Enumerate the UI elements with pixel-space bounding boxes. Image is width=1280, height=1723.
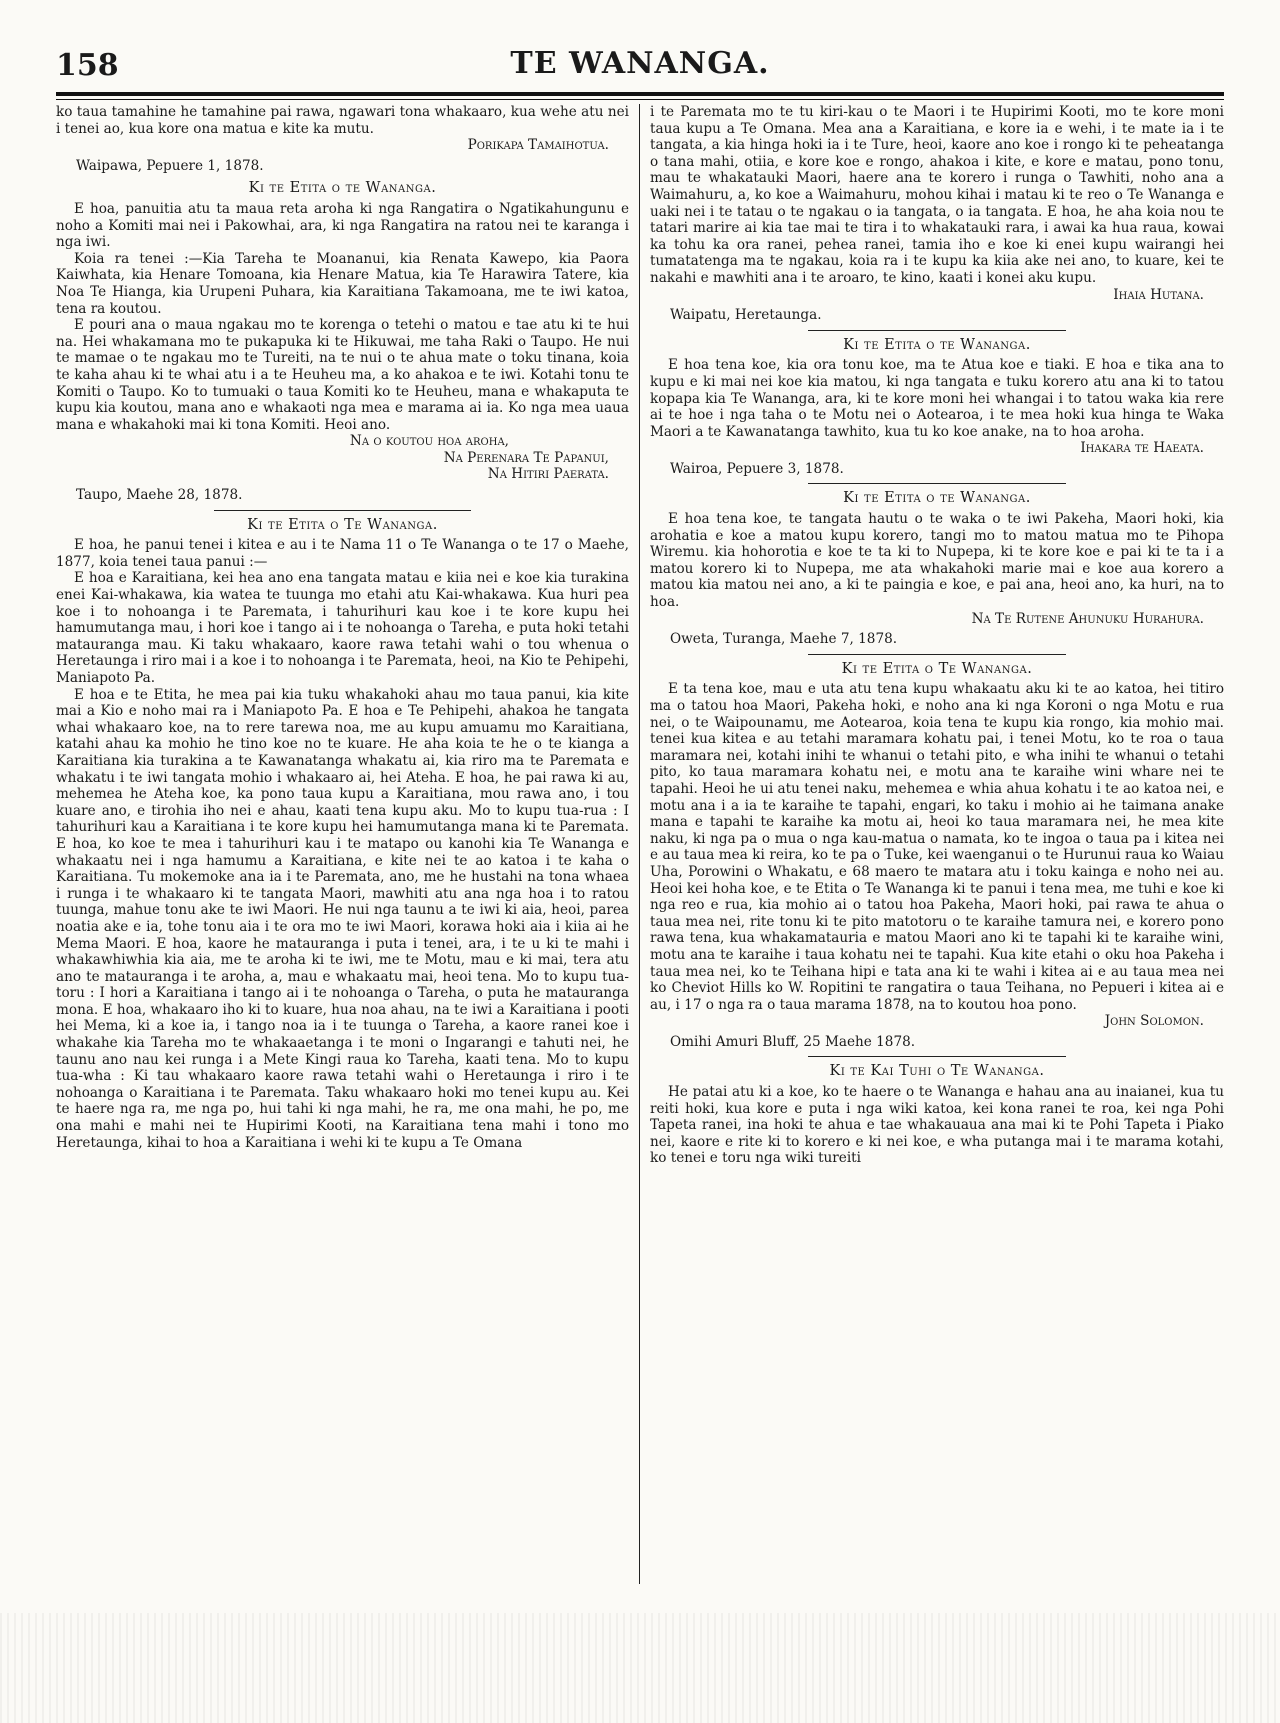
page-number: 158 (56, 48, 119, 83)
letter-paragraph: E hoa tena koe, te tangata hautu o te waka o te iwi Pakeha, Maori hoki, kia arohatia e koe a matou kupu korero, tangi mo to matou matua mo te Pihopa Wiremu. kia hohorotia e koe te ta ki to Nupepa, ki te kore koe e pai ki te ta i a matou korero ki to Nupepa, me ata whakahoki marie mai e koe aua korero a matou kia matou nei ano, a ki te paingia e koe, e pai ana, heoi ano, ka huri, na to hoa. (650, 511, 1224, 611)
right-column (640, 104, 1224, 1584)
left-column (56, 104, 640, 1584)
letter-paragraph: E hoa e te Etita, he mea pai kia tuku whakahoki ahau mo taua panui, kia kite mai a Kio e noho mai ra i Maniapoto Pa. E hoa e Te Pehipehi, ahakoa he tangata whai whakaaro koe, na to rere tarewa noa, me au kupu amuamu mo Karaitiana, katahi ahau ka mohio he tino koe no te kuare. He aha koia te he o te kianga a Karaitiana kia turakina a te Kawanatanga whakatu ai, kia riro ma te Paremata e whakatu i te iwi tangata mohio i whakaaro ai, hei Ateha. E hoa, he pai rawa ki au, mehemea he Ateha koe, ka pono taua kupu a Karaitiana, mou rawa ano, i tou kuare ano, e tirohia iho nei e ahau, kaati tena kupu aku. Mo to kupu tua-rua : I tahurihuri kau a Karaitiana i te kore kupu hei hamumutanga mana ki te Paremata. E hoa, ko koe te mea i tahurihuri kau i te matapo ou kanohi kia Te Wananga e whakaatu nei i nga hamumu a Karaitiana, e kite nei te ao katoa i te kaha o Karaitiana. Tu mokemoke ana ia i te Paremata, ano, me he hustahi na tona whaea i runga i te whakaaro ki te tangata Maori, mawhiti atu ana nga hoa i to ratou tuunga, mahue tonu ake te iwi Maori. He nui nga taunu a te iwi ki aia, heoi, parea noatia ake e ia, tohe tonu aia i te ora mo te iwi Maori, korawa hoki aia i kiia ai he Mema Maori. E hoa, kaore he matauranga i puta i tenei, ara, i te u ki te mahi i whakawhiwhia kia aia, me te aroha ki te iwi, me te Motu, mau e ki mai, tera atu ano te matauranga i te aroha, a, mau e whakaatu mai, heoi tena. Mo to kupu tua-toru : I hori a Karaitiana i tango ai i te nohoanga o Tareha, o puta he matauranga mona. E hoa, whakaaro iho ki to kuare, hua noa ahau, na te iwi a Karaitiana i pooti hei Mema, ki a koe ia, i tango noa ia i te tuunga o Tareha, a kaore ranei koe i whakahe kia Tareha mo te whakaaetanga i te moni o Ingarangi e tahuti nei, he taunu ano nau kei runga i a Mete Kingi raua ko Tareha, kaati tena. Mo to kupu tua-wha : Ki tau whakaaro kaore rawa tetahi wahi o Heretaunga i riro i te nohoanga o Karaitiana i te Paremata. Taku whakaaro hoki mo tenei kupu au. Kei te haere nga ra, me nga po, hui tahi ki nga mahi, he ra, me ona mahi, he po, me ona mahi e mahi nei te Hupirimi Kooti, na Karaitiana tena mahi i tono mo Heretaunga, kihai to hoa a Karaitiana i wehi ki te kupu a Te Omana (56, 686, 629, 1151)
section-divider (808, 330, 1066, 331)
section-divider (808, 483, 1066, 484)
letter-signature: Na Hitiri Paerata. (487, 466, 609, 483)
letter-heading: Ki te Etita o te Wananga. (843, 336, 1031, 353)
letter-paragraph: E hoa tena koe, kia ora tonu koe, ma te Atua koe e tiaki. E hoa e tika ana to kupu e ki mai nei koe kia matou, ki nga tangata e tuku korero atu ana ki to tatou kopapa kia Te Wananga, ara, ki te kore moni hei whangai i to tatou waka kia rere ai te hoe i nga taha o te Motu nei o Aotearoa, i te mea hoki kua hinga te Waka Maori a te Kawanatanga tawhito, kua tu ko koe anake, na to hoa aroha. (650, 357, 1224, 440)
letter-paragraph: E ta tena koe, mau e uta atu tena kupu whakaatu aku ki te ao katoa, hei titiro ma o tatou hoa Maori, Pakeha hoki, e noho ana ki nga Koroni o nga Motu e rua nei, o te Waipounamu, me Aotearoa, koia tena te kupu kia rongo, kia mohio mai. tenei kua kitea e au tetahi maramara kohatu pai, i tenei Motu, ko te roa o taua maramara nei, kotahi inihi te whanui o tetahi pito, e wha inihi te whanui o tetahi pito, ko taua maramara kohatu nei, e motu ana te karaihe wini whare nei te tapahi. Heoi he ui atu tenei naku, mehemea e whia ahua kohatu i te ao katoa nei, e motu ana i a ia te karaihe te tapahi, engari, ko taku i mohio ai he taimana anake mana e tapahi te karaihe ka motu ai, heoi ko taua maramara nei, he mea kite naku, ki nga pa o mua o nga kau-matua o namata, ko te ingoa o taua pa i kitea nei e au taua mea ki reira, ko te pa o Tuke, kei waenganui o te Hurunui raua ko Waiau Uha, Porowini o Whakatu, e 68 maero te matara atu i toku kainga e noho nei au. Heoi kei hoha koe, e te Etita o Te Wananga ki te panui i tena mea, me tuhi e koe ki nga reo e rua, kia mohio ai o tatou hoa Pakeha, Maori hoki, pai rawa te ahua o taua mea nei, rite tonu ki te pito matotoru o te karaihe tamura nei, e korero pono rawa tena, kua whakamatauria e matou Maori ano ki te tapahi ki te karaihe wini, motu ana te karaihe i taua kohatu nei te tapahi. Kua kite etahi o oku hoa Pakeha i taua mea nei, ko te Teihana hipi e tata ana ki te wahi i kitea ai e au taua mea nei ko Cheviot Hills ko W. Ropitini te rangatira o taua Teihana, no Pepueri i kitea ai e au, i 17 o nga ra o taua marama 1878, na to koutou hoa pono. (650, 681, 1224, 1013)
letter-heading: Ki te Etita o te Wananga. (248, 180, 437, 197)
letter-signature: John Solomon. (1104, 1013, 1204, 1030)
letter-place-date: Wairoa, Pepuere 3, 1878. (670, 460, 844, 477)
scan-noise-band (0, 1613, 1280, 1723)
letter-signature: Na Perenara Te Papanui, (443, 449, 609, 466)
letter-body: i te Paremata mo te tu kiri-kau o te Maori i te Hupirimi Kooti, mo te kore moni taua kupu a Te Omana. Mea ana a Karaitiana, e kore ia e wehi, i te mate ia i te tangata, a kia hinga hoki ia i te Ture, heoi, kaore ano koe i rongo ki te peheatanga o tana mahi, otiia, e kore koe e rongo, ahakoa i kite, e kore e matau, pono tonu, mau te whakatauki Maori, haere ana te korero i runga o Tawhiti, noho ana a Waimahuru, a, ko koe a Waimahuru, mohou kihai i matau ki te reo o Te Wananga e uaki nei i te tatau o te ngakau o ia tangata, o ia tangata. E hoa, he aha koia nou te tatari marire ai kia tae mai te tira i to whakatauki rara, i awai ka hua raua, kowai ka tohu ka ora ranei, pehea ranei, tamia iho e koe ki enei kupu wairangi hei tumatatenga ma te ngakau, koia ra i te kupu ka kiia ake nei ano, to kuare, kei te nakahi e mawhiti ana i te aroaro, te kino, kaati i konei aku kupu. (650, 104, 1224, 286)
letter-paragraph: E hoa, he panui tenei i kitea e au i te Nama 11 o Te Wananga o te 17 o Maehe, 1877, koia tenei taua panui :— (56, 537, 629, 570)
header-rule-thick (56, 92, 1224, 96)
letter-heading: Ki te Kai Tuhi o Te Wananga. (829, 1063, 1045, 1080)
masthead (56, 42, 1224, 92)
letter-place-date: Waipatu, Heretaunga. (670, 307, 822, 324)
letter-paragraph: E hoa e Karaitiana, kei hea ano ena tangata matau e kiia nei e koe kia turakina enei Kai-whakawa, kia watea te tuunga mo etahi atu Kai-whakawa. Kua huri pea koe i to nohoanga i te Paremata, i tahurihuri kau koe i te kore kupu hei hamumutanga mau, i hori koe i tango ai i te nohoanga o Tareha, e puta hoki tetahi matauranga mau. Ki taku whakaaro, kaore rawa tetahi wahi o tou whenua o Heretaunga i riro mai i a koe i to nohoanga i te Paremata, heoi, na Kio te Pehipehi, Maniapoto Pa. (56, 570, 629, 686)
section-divider (214, 510, 472, 511)
letter-paragraph: He patai atu ki a koe, ko te haere o te Wananga e hahau ana au inaianei, kua tu reiti hoki, kua kore e puta i nga wiki katoa, kei kona ranei te roa, kei nga Pohi Tapeta ranei, ina hoki te ahua e tae whakauaua ana mai ki te Pohi Tapeta i Piako nei, kaore e rite ki to korero e ki nei koe, e wha putanga mai i te marama kotahi, ko tenei e toru nga wiki tureiti (650, 1084, 1224, 1167)
letter-signature: Na Te Rutene Ahunuku Hurahura. (971, 610, 1204, 627)
columns (56, 104, 1224, 1584)
letter-heading: Ki te Etita o te Wananga. (843, 490, 1031, 507)
letter-signature: Porikapa Tamaihotua. (467, 137, 609, 154)
letter-signature: Ihaia Hutana. (1113, 286, 1204, 303)
letter-place-date: Oweta, Turanga, Maehe 7, 1878. (670, 631, 898, 648)
letter-heading: Ki te Etita o Te Wananga. (841, 660, 1033, 677)
section-divider (808, 654, 1066, 655)
letter-place-date: Omihi Amuri Bluff, 25 Maehe 1878. (670, 1033, 916, 1050)
letter-body: ko taua tamahine he tamahine pai rawa, ngawari tona whakaaro, kua wehe atu nei i tenei ao, kua kore ona matua e kite ka mutu. (56, 104, 629, 137)
letter-paragraph: Koia ra tenei :—Kia Tareha te Moananui, kia Renata Kawepo, kia Paora Kaiwhata, kia Henare Tomoana, kia Henare Matua, kia Te Harawira Tatere, kia Noa Te Hianga, kia Urupeni Puhara, kia Karaitiana Takamoana, me te iwi katoa, tena ra koutou. (56, 250, 629, 317)
letter-place-date: Taupo, Maehe 28, 1878. (76, 487, 243, 504)
letter-heading: Ki te Etita o Te Wananga. (247, 516, 438, 533)
header-rule-thin (56, 99, 1224, 100)
letter-paragraph: E pouri ana o maua ngakau mo te korenga o tetehi o matou e tae atu ki te hui na. Hei whakamana mo te pukapuka ki te Hikuwai, me taha Raki o Taupo. He nui te mamae o te ngakau mo te Tureiti, na te nui o te ahua mate o toku tinana, koia te kaha ahau ki te whai atu i a te Heuheu ma, a ko ahakoa e te iwi. Kotahi tonu te Komiti o Taupo. Ko to tumuaki o taua Komiti ko te Heuheu, mana e whakaputa te kupu kia koutou, mana ano e whakaoti nga mea e marama ai ia. Ko nga mea uaua mana e whakahoki mai ki tona Komiti. Heoi ano. (56, 317, 629, 433)
letter-closing: Na o koutou hoa aroha, (349, 433, 509, 450)
letter-signature: Ihakara te Haeata. (1080, 440, 1204, 457)
newspaper-title: TE WANANGA. (510, 46, 770, 81)
section-divider (808, 1056, 1066, 1057)
letter-place-date: Waipawa, Pepuere 1, 1878. (76, 157, 264, 174)
letter-paragraph: E hoa, panuitia atu ta maua reta aroha ki nga Rangatira o Ngatikahungunu e noho a Komiti mai nei i Pakowhai, ara, ki nga Rangatira na ratou nei te karanga i nga iwi. (56, 200, 629, 251)
